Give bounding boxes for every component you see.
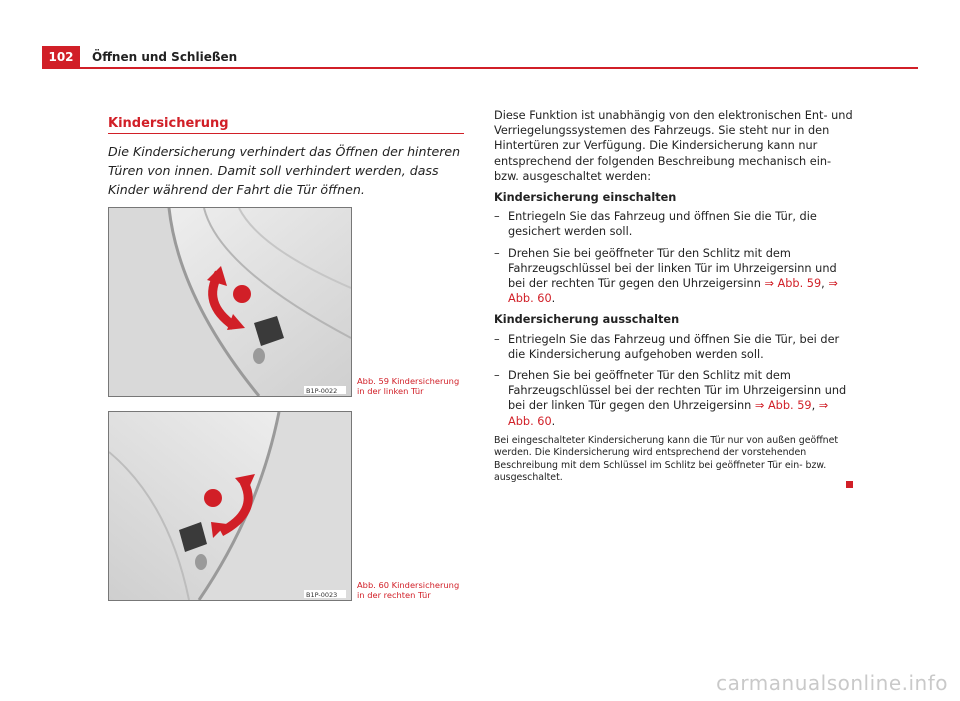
figure-59-link[interactable]: ⇒ Abb. 59	[754, 399, 812, 413]
list-item: – Drehen Sie bei geöffneter Tür den Schlitz mit dem Fahrzeugschlüssel bei der rechten Tür im Uhrzeigersinn und bei der linken Tür gegen den Uhrzeigersinn ⇒ Abb. 59, ⇒ Abb. 60.	[494, 369, 847, 428]
figure-59-image	[108, 207, 352, 397]
page-header-title: Öffnen und Schließen	[92, 50, 238, 64]
section-end-marker	[846, 481, 853, 488]
figure-60-caption: Abb. 60 Kindersicherung in der rechten Tür	[357, 580, 460, 600]
step-text: Entriegeln Sie das Fahrzeug und öffnen Sie die Tür, die gesichert werden soll.	[508, 210, 817, 239]
list-item: – Entriegeln Sie das Fahrzeug und öffnen Sie die Tür, bei der die Kindersicherung aufgehoben werden soll.	[494, 332, 854, 362]
step-text: Drehen Sie bei geöffneter Tür den Schlitz mit dem Fahrzeugschlüssel bei der rechten Tür im Uhrzeigersinn und bei der linken Tür gegen den Uhrzeigersinn	[508, 369, 847, 413]
watermark: carmanualsonline.info	[716, 671, 948, 695]
figure-60-image	[108, 411, 352, 601]
step-text: Drehen Sie bei geöffneter Tür den Schlitz mit dem Fahrzeugschlüssel bei der linken Tür im Uhrzeigersinn und bei der rechten Tür gegen den Uhrzeigersinn	[508, 246, 837, 291]
body-column	[494, 108, 854, 484]
note-text: Bei eingeschalteter Kindersicherung kann die Tür nur von außen geöffnet werden. Die Kindersicherung wird entsprechend der vorstehenden Beschreibung mit dem Schlüssel im Schlitz bei geöffneter Tür ein- bzw. ausgeschaltet.	[494, 434, 839, 484]
figure-59-code: B1P-0022	[306, 387, 338, 395]
heading-enable: Kindersicherung einschalten	[494, 191, 677, 205]
heading-disable: Kindersicherung ausschalten	[494, 313, 680, 327]
section-intro: Die Kindersicherung verhindert das Öffnen der hinteren Türen von innen. Damit soll verhindert werden, dass Kinder während der Fahrt die Tür öffnen.	[108, 144, 461, 197]
section-divider	[108, 133, 464, 134]
list-item: – Entriegeln Sie das Fahrzeug und öffnen Sie die Tür, die gesichert werden soll.	[494, 209, 854, 239]
section-title: Kindersicherung	[108, 116, 229, 131]
step-text: Entriegeln Sie das Fahrzeug und öffnen Sie die Tür, bei der die Kindersicherung aufgehoben werden soll.	[508, 332, 840, 361]
header-divider	[42, 67, 918, 69]
figure-60-link[interactable]: ⇒ Abb. 60	[508, 277, 838, 306]
body-intro: Diese Funktion ist unabhängig von den elektronischen Ent- und Verriegelungssystemen des Fahrzeugs. Sie steht nur in den Hintertüren zur Verfügung. Die Kindersicherung kann nur entsprechend der folgenden Beschreibung mechanisch ein- bzw. ausgeschaltet werden:	[494, 109, 853, 183]
page-number: 102	[42, 46, 80, 68]
figure-60-link[interactable]: ⇒ Abb. 60	[508, 399, 829, 428]
figure-59-link[interactable]: ⇒ Abb. 59	[764, 277, 822, 291]
figure-59-caption: Abb. 59 Kindersicherung in der linken Tür	[357, 376, 460, 396]
figure-60-code: B1P-0023	[306, 591, 338, 599]
list-item: – Drehen Sie bei geöffneter Tür den Schlitz mit dem Fahrzeugschlüssel bei der linken Tür im Uhrzeigersinn und bei der rechten Tür gegen den Uhrzeigersinn ⇒ Abb. 59, ⇒ Abb. 60.	[494, 246, 838, 306]
